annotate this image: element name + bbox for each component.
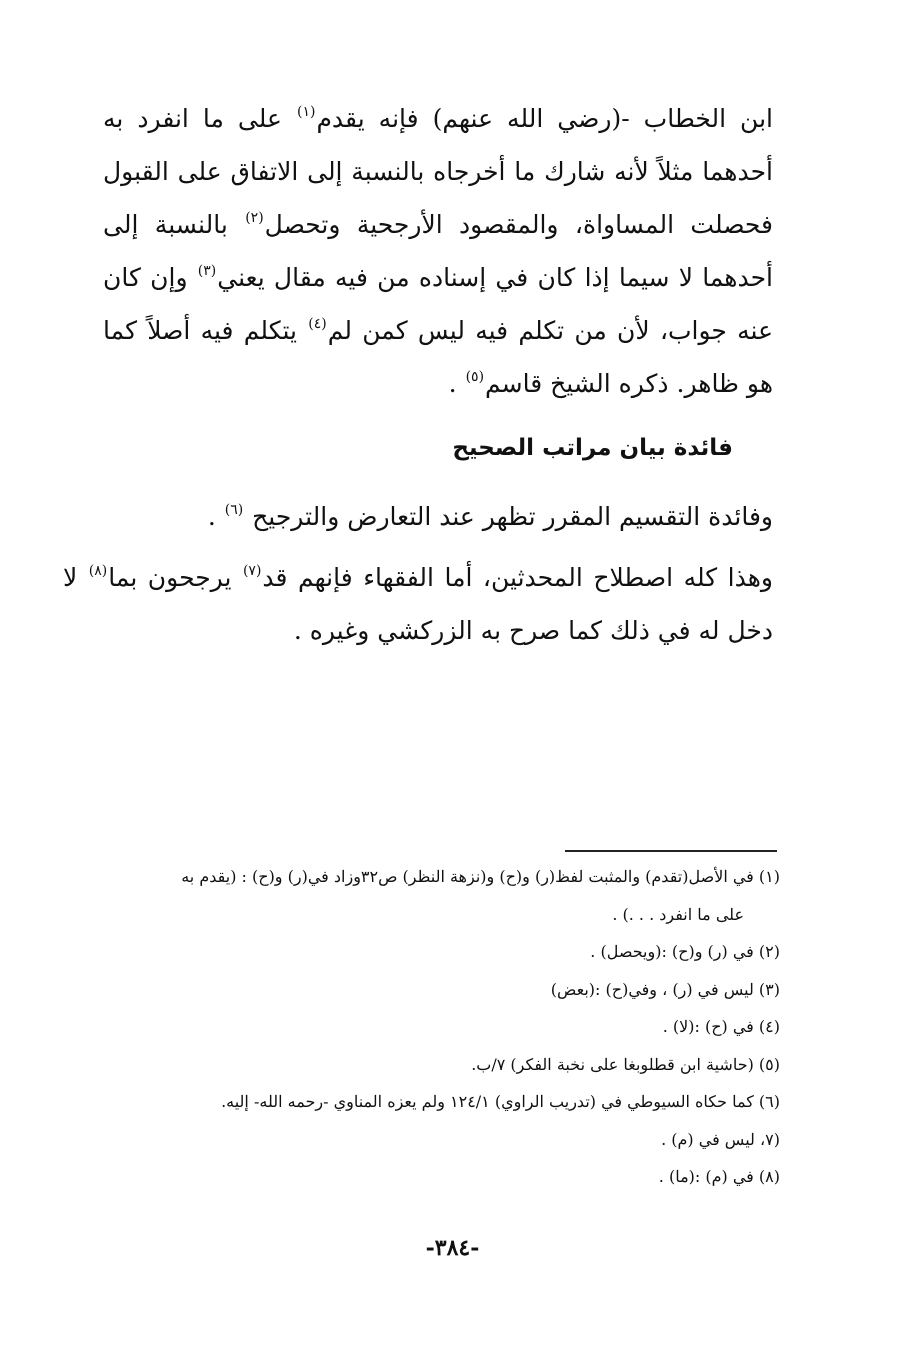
footnote-2: (٢) في (ر) و(ح) :(ويحصل) . [590,942,780,961]
footnote-1 [110,858,780,933]
section-text [63,490,773,665]
text-span: وفائدة التقسيم المقرر تظهر عند التعارض والترجيح [244,502,773,531]
footnote-8: (٨) في (م) :(ما) . [658,1167,780,1186]
text-span: . [448,369,465,398]
page-number: -٣٨٤- [425,1235,480,1261]
footnote-3: (٣) ليس في (ر) ، وفي(ح) :(بعض) [550,979,780,999]
text-span: يرجحون بما [108,563,242,592]
paragraph-3 [63,551,773,657]
text-span: لا دخل له في ذلك كما صرح به الزركشي وغيره . [63,563,773,645]
footnote-ref-6[interactable]: (٦) [224,502,244,518]
text-span: يتكلم فيه أصلاً كما هو ظاهر. ذكره الشيخ قاسم [103,316,773,398]
text-span: وإن كان عنه جواب، لأن من تكلم فيه ليس كمن لم [103,263,773,345]
section-heading: فائدة بيان مراتب الصحيح [452,435,733,461]
paragraph-2 [63,490,773,543]
footnote-ref-5[interactable]: (٥) [465,369,485,385]
main-text [103,92,773,410]
footnote-ref-3[interactable]: (٣) [197,263,217,279]
footnote-ref-7[interactable]: (٧) [242,563,262,579]
footnote-4: (٤) في (ح) :(لا) . [662,1017,780,1036]
footnote-ref-4[interactable]: (٤) [308,316,327,332]
footnote-text: (١) في الأصل(تقدم) والمثبت لفظ(ر) و(ح) و(نزهة النظر) ص٣٢وزاد في(ر) و(ح) : (يقدم به [181,867,780,886]
footnote-ref-1[interactable]: (١) [296,104,316,120]
footnote-divider [565,850,777,852]
footnote-7: (٧، ليس في (م) . [661,1129,780,1149]
text-span: على ما انفرد به أحدهما مثلاً لأنه شارك ما أخرجاه بالنسبة إلى الاتفاق على القبول فحصلت المساواة، والمقصود الأرجحية وتحصل [103,104,774,239]
paragraph-1 [103,92,773,410]
footnote-continuation: على ما انفرد . . .) . [612,904,744,924]
footnote-ref-2[interactable]: (٢) [245,210,264,226]
footnote-ref-8[interactable]: (٨) [88,563,108,579]
text-span: . [207,502,224,531]
text-span: ابن الخطاب -(رضي الله عنهم) فإنه يقدم [316,104,773,133]
footnotes [110,858,780,1196]
text-span: بالنسبة إلى أحدهما لا سيما إذا كان في إسناده من فيه مقال يعني [103,210,774,292]
footnote-6: (٦) كما حكاه السيوطي في (تدريب الراوي) ١٢٤/١ ولم يعزه المناوي -رحمه الله- إليه. [221,1092,780,1111]
text-span: وهذا كله اصطلاح المحدثين، أما الفقهاء فإنهم قد [262,563,773,592]
footnote-5: (٥) (حاشية ابن قطلوبغا على نخبة الفكر) ٧/ب. [471,1054,780,1074]
